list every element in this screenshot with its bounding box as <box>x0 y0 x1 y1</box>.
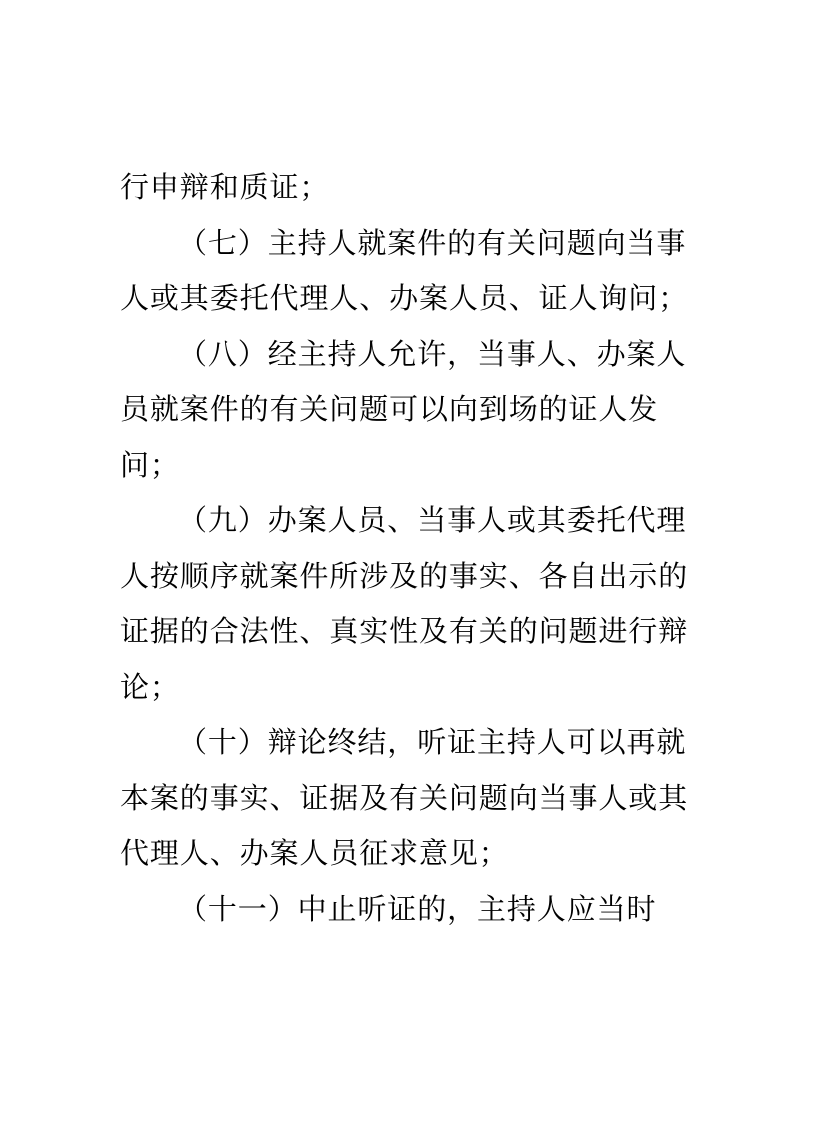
paragraph-item-11: （十一）中止听证的，主持人应当时 <box>178 891 657 926</box>
paragraph-item-10: （十）辩论终结，听证主持人可以再就本案的事实、证据及有关问题向当事人或其代理人、办案人员征求意见； <box>120 725 689 870</box>
paragraph-item-7: （七）主持人就案件的有关问题向当事人或其委托代理人、办案人员、证人询问； <box>120 225 689 315</box>
paragraph-item-8: （八）经主持人允许，当事人、办案人员就案件的有关问题可以向到场的证人发问； <box>120 336 687 482</box>
paragraph-item-9: （九）办案人员、当事人或其委托代理人按顺序就案件所涉及的事实、各自出示的证据的合法性、真实性及有关的问题进行辩论； <box>120 503 689 704</box>
paragraph-continuation: 行申辩和质证； <box>120 170 330 204</box>
document-body <box>120 160 715 937</box>
